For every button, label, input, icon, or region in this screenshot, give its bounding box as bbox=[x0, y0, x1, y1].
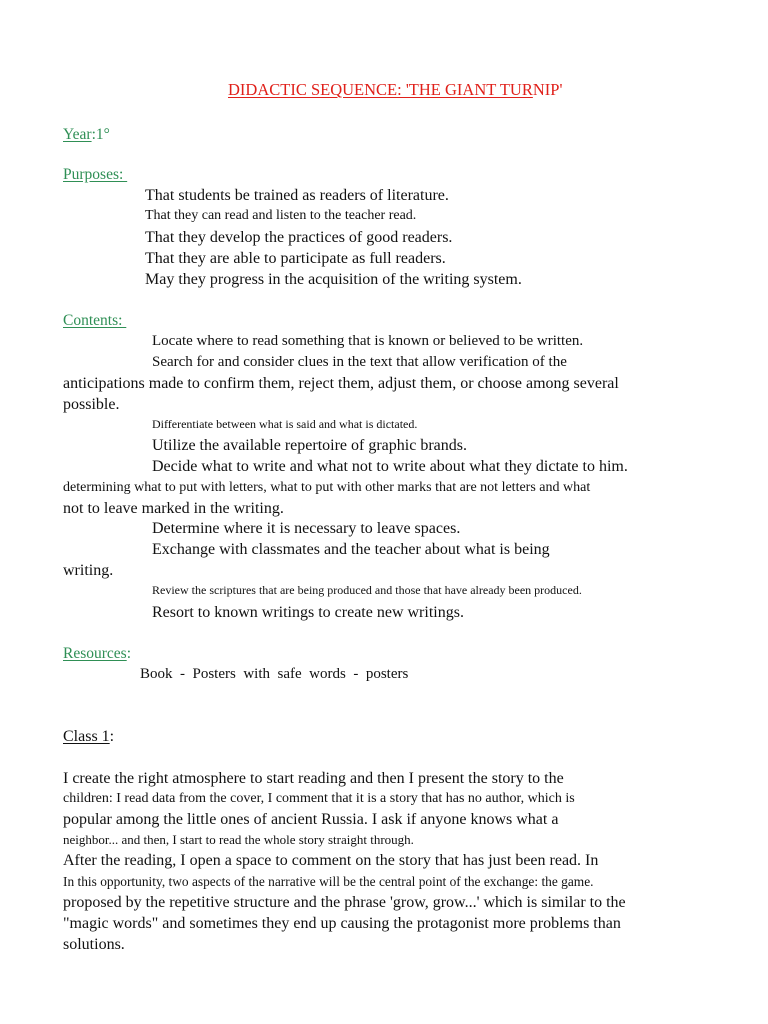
title-underlined: DIDACTIC SEQUENCE: 'THE GIANT TUR bbox=[228, 80, 533, 99]
class1-line: proposed by the repetitive structure and the phrase 'grow, grow...' which is similar to the bbox=[63, 894, 626, 911]
content-line: Review the scriptures that are being produced and those that have already been produced. bbox=[152, 583, 582, 597]
class1-line: children: I read data from the cover, I comment that it is a story that has no author, which is bbox=[63, 791, 575, 806]
content-line: Decide what to write and what not to write about what they dictate to him. bbox=[152, 458, 628, 475]
purposes-label: Purposes: bbox=[63, 166, 128, 183]
contents-heading bbox=[63, 313, 126, 329]
contents-label: Contents: bbox=[63, 312, 127, 329]
class1-label: Class 1 bbox=[63, 728, 110, 745]
purpose-item: May they progress in the acquisition of the writing system. bbox=[145, 271, 522, 288]
purpose-item: That they develop the practices of good readers. bbox=[145, 229, 453, 246]
year-label: Year bbox=[63, 126, 92, 143]
resources-colon: : bbox=[126, 645, 132, 662]
content-line: Determine where it is necessary to leave spaces. bbox=[152, 520, 461, 537]
content-line: writing. bbox=[63, 562, 114, 579]
year-value: :1° bbox=[91, 126, 110, 143]
content-line: Differentiate between what is said and what is dictated. bbox=[152, 417, 418, 431]
class1-line: neighbor... and then, I start to read the whole story straight through. bbox=[63, 832, 414, 847]
content-line: Locate where to read something that is known or believed to be written. bbox=[152, 333, 584, 349]
purpose-item: That students be trained as readers of literature. bbox=[145, 187, 449, 204]
class1-line: In this opportunity, two aspects of the narrative will be the central point of the exchange: the game. bbox=[63, 874, 594, 889]
content-line: anticipations made to confirm them, reject them, adjust them, or choose among several bbox=[63, 375, 619, 392]
content-line: Exchange with classmates and the teacher about what is being bbox=[152, 541, 550, 558]
resources-label: Resources bbox=[63, 645, 127, 662]
content-line: determining what to put with letters, what to put with other marks that are not letters and what bbox=[63, 480, 591, 495]
resources-heading bbox=[63, 646, 131, 662]
content-line: possible. bbox=[63, 396, 120, 413]
class1-line: I create the right atmosphere to start reading and then I present the story to the bbox=[63, 770, 564, 787]
purposes-heading bbox=[63, 167, 127, 183]
content-line: Resort to known writings to create new writings. bbox=[152, 604, 464, 621]
class1-heading bbox=[63, 729, 114, 745]
document-title bbox=[228, 82, 562, 99]
class1-line: After the reading, I open a space to comment on the story that has just been read. In bbox=[63, 852, 599, 869]
content-line: Search for and consider clues in the text that allow verification of the bbox=[152, 354, 567, 370]
content-line: Utilize the available repertoire of graphic brands. bbox=[152, 437, 467, 454]
content-line: not to leave marked in the writing. bbox=[63, 500, 284, 517]
class1-line: "magic words" and sometimes they end up causing the protagonist more problems than bbox=[63, 915, 621, 932]
year-line bbox=[63, 127, 110, 143]
class1-colon: : bbox=[109, 728, 115, 745]
purpose-item: That they can read and listen to the teacher read. bbox=[145, 208, 417, 223]
purpose-item: That they are able to participate as full readers. bbox=[145, 250, 446, 267]
class1-line: popular among the little ones of ancient Russia. I ask if anyone knows what a bbox=[63, 811, 559, 828]
class1-line: solutions. bbox=[63, 936, 125, 953]
title-rest: NIP' bbox=[532, 80, 563, 99]
resources-list: Book - Posters with safe words - posters bbox=[140, 666, 409, 682]
